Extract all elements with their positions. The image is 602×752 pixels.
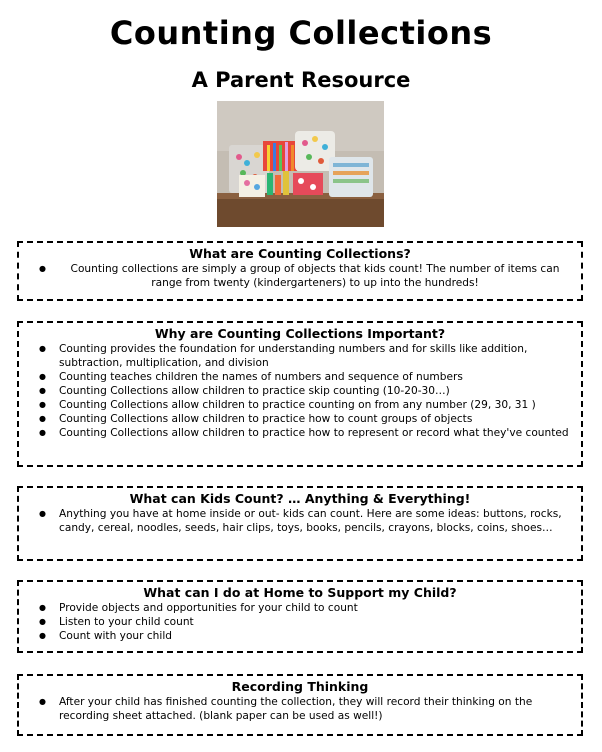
section-heading: What can I do at Home to Support my Child?: [143, 585, 457, 600]
section-support-at-home: [17, 580, 583, 653]
bullet-list: [29, 507, 571, 535]
section-heading: What are Counting Collections?: [189, 246, 411, 261]
bullet-list: [29, 262, 571, 290]
bullet-list: [29, 601, 571, 643]
page-title: Counting Collections: [109, 14, 493, 52]
section-what-can-kids-count: [17, 486, 583, 561]
section-heading: What can Kids Count? … Anything & Everything!: [129, 491, 471, 506]
page-subtitle: A Parent Resource: [191, 68, 411, 92]
bullet-list: [29, 342, 571, 440]
section-recording-thinking: [17, 674, 583, 736]
list-item: ● Provide objects and opportunities for your child to count: [59, 601, 571, 615]
list-item: ● Listen to your child count: [59, 615, 571, 629]
list-item: ● Counting provides the foundation for understanding numbers and for skills like addition, subtraction, multiplication, and division: [59, 342, 571, 370]
list-item: ● Counting teaches children the names of numbers and sequence of numbers: [59, 370, 571, 384]
list-item: ● Count with your child: [59, 629, 571, 643]
list-item: ● Counting Collections allow children to practice skip counting (10-20-30…): [59, 384, 571, 398]
section-heading: Recording Thinking: [231, 679, 369, 694]
section-what-are: [17, 241, 583, 301]
section-why-important: [17, 321, 583, 467]
list-item: ● Counting Collections allow children to practice counting on from any number (29, 30, 31 ): [59, 398, 571, 412]
list-item: ● Counting Collections allow children to practice how to represent or record what they've counted: [59, 426, 571, 440]
list-item: ● Anything you have at home inside or out- kids can count. Here are some ideas: buttons, rocks, candy, cereal, noodles, seeds, hair clips, toys, books, pencils, crayons, blocks, coins, shoes…: [59, 507, 571, 535]
list-item: ● Counting collections are simply a group of objects that kids count! The number of items can range from twenty (kindergarteners) to up into the hundreds!: [59, 262, 571, 290]
counting-objects-photo: [217, 101, 384, 227]
photo-illustration: [217, 101, 384, 227]
bullet-list: [29, 695, 571, 723]
list-item: ● After your child has finished counting the collection, they will record their thinking on the recording sheet attached. (blank paper can be used as well!): [59, 695, 571, 723]
section-heading: Why are Counting Collections Important?: [154, 326, 446, 341]
list-item: ● Counting Collections allow children to practice how to count groups of objects: [59, 412, 571, 426]
